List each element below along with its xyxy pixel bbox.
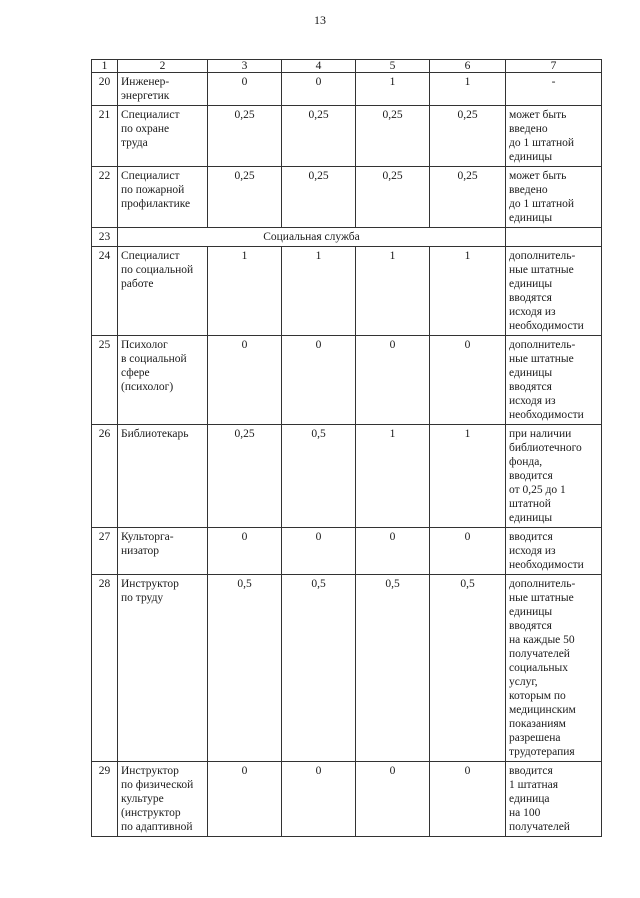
value-col-3: 1 (208, 247, 282, 336)
value-col-4: 0,5 (282, 575, 356, 762)
position-name: Инструктор по физической культуре (инструктор по адаптивной (118, 762, 208, 837)
table-row (92, 247, 602, 336)
value-col-5: 1 (356, 247, 430, 336)
value-col-6: 0 (430, 528, 506, 575)
table-row (92, 167, 602, 228)
value-col-5: 0 (356, 762, 430, 837)
position-name: Специалист по социальной работе (118, 247, 208, 336)
position-name: Инженер- энергетик (118, 73, 208, 106)
value-col-3: 0 (208, 336, 282, 425)
position-name: Психолог в социальной сфере (психолог) (118, 336, 208, 425)
value-col-6: 0 (430, 762, 506, 837)
position-name: Культорга- низатор (118, 528, 208, 575)
value-col-4: 0 (282, 528, 356, 575)
value-col-6: 0,25 (430, 167, 506, 228)
row-number: 22 (92, 167, 118, 228)
value-col-5: 0,25 (356, 167, 430, 228)
section-row (92, 228, 602, 247)
header-cell-1: 1 (92, 60, 118, 73)
value-col-4: 0,25 (282, 106, 356, 167)
value-col-6: 0,25 (430, 106, 506, 167)
empty-cell (506, 228, 602, 247)
value-col-3: 0,25 (208, 167, 282, 228)
value-col-6: 1 (430, 247, 506, 336)
value-col-5: 0 (356, 336, 430, 425)
value-col-3: 0 (208, 73, 282, 106)
position-name: Специалист по пожарной профилактике (118, 167, 208, 228)
value-col-4: 0,5 (282, 425, 356, 528)
value-col-3: 0,25 (208, 425, 282, 528)
row-number: 23 (92, 228, 118, 247)
value-col-5: 0,5 (356, 575, 430, 762)
header-cell-6: 6 (430, 60, 506, 73)
header-cell-3: 3 (208, 60, 282, 73)
header-cell-5: 5 (356, 60, 430, 73)
value-col-5: 0 (356, 528, 430, 575)
section-title: Социальная служба (118, 228, 506, 247)
note: может быть введено до 1 штатной единицы (506, 106, 602, 167)
header-cell-4: 4 (282, 60, 356, 73)
value-col-6: 1 (430, 73, 506, 106)
value-col-6: 1 (430, 425, 506, 528)
row-number: 20 (92, 73, 118, 106)
row-number: 29 (92, 762, 118, 837)
value-col-3: 0 (208, 528, 282, 575)
table-row (92, 336, 602, 425)
table-row (92, 528, 602, 575)
row-number: 26 (92, 425, 118, 528)
row-number: 28 (92, 575, 118, 762)
note: вводится исходя из необходимости (506, 528, 602, 575)
note: дополнитель- ные штатные единицы вводятся исходя из необходимости (506, 336, 602, 425)
note: дополнитель- ные штатные единицы вводятся на каждые 50 получателей социальных услуг, которым по медицинским показаниям разрешена трудотерапия (506, 575, 602, 762)
note: дополнитель- ные штатные единицы вводятся исходя из необходимости (506, 247, 602, 336)
value-col-6: 0 (430, 336, 506, 425)
position-name: Инструктор по труду (118, 575, 208, 762)
position-name: Библиотекарь (118, 425, 208, 528)
value-col-4: 1 (282, 247, 356, 336)
header-cell-2: 2 (118, 60, 208, 73)
row-number: 27 (92, 528, 118, 575)
table-row (92, 425, 602, 528)
value-col-4: 0 (282, 73, 356, 106)
value-col-6: 0,5 (430, 575, 506, 762)
row-number: 25 (92, 336, 118, 425)
note: при наличии библиотечного фонда, вводится от 0,25 до 1 штатной единицы (506, 425, 602, 528)
table-row (92, 73, 602, 106)
table-row (92, 762, 602, 837)
value-col-5: 1 (356, 73, 430, 106)
header-row (92, 60, 602, 73)
header-cell-7: 7 (506, 60, 602, 73)
page-number: 13 (314, 13, 326, 27)
value-col-4: 0,25 (282, 167, 356, 228)
value-col-5: 0,25 (356, 106, 430, 167)
position-name: Специалист по охране труда (118, 106, 208, 167)
value-col-5: 1 (356, 425, 430, 528)
value-col-4: 0 (282, 762, 356, 837)
value-col-3: 0,5 (208, 575, 282, 762)
row-number: 24 (92, 247, 118, 336)
note: может быть введено до 1 штатной единицы (506, 167, 602, 228)
note: - (506, 73, 602, 106)
staff-table (91, 59, 602, 837)
table-row (92, 106, 602, 167)
value-col-3: 0,25 (208, 106, 282, 167)
value-col-4: 0 (282, 336, 356, 425)
row-number: 21 (92, 106, 118, 167)
table-row (92, 575, 602, 762)
note: вводится 1 штатная единица на 100 получателей (506, 762, 602, 837)
value-col-3: 0 (208, 762, 282, 837)
